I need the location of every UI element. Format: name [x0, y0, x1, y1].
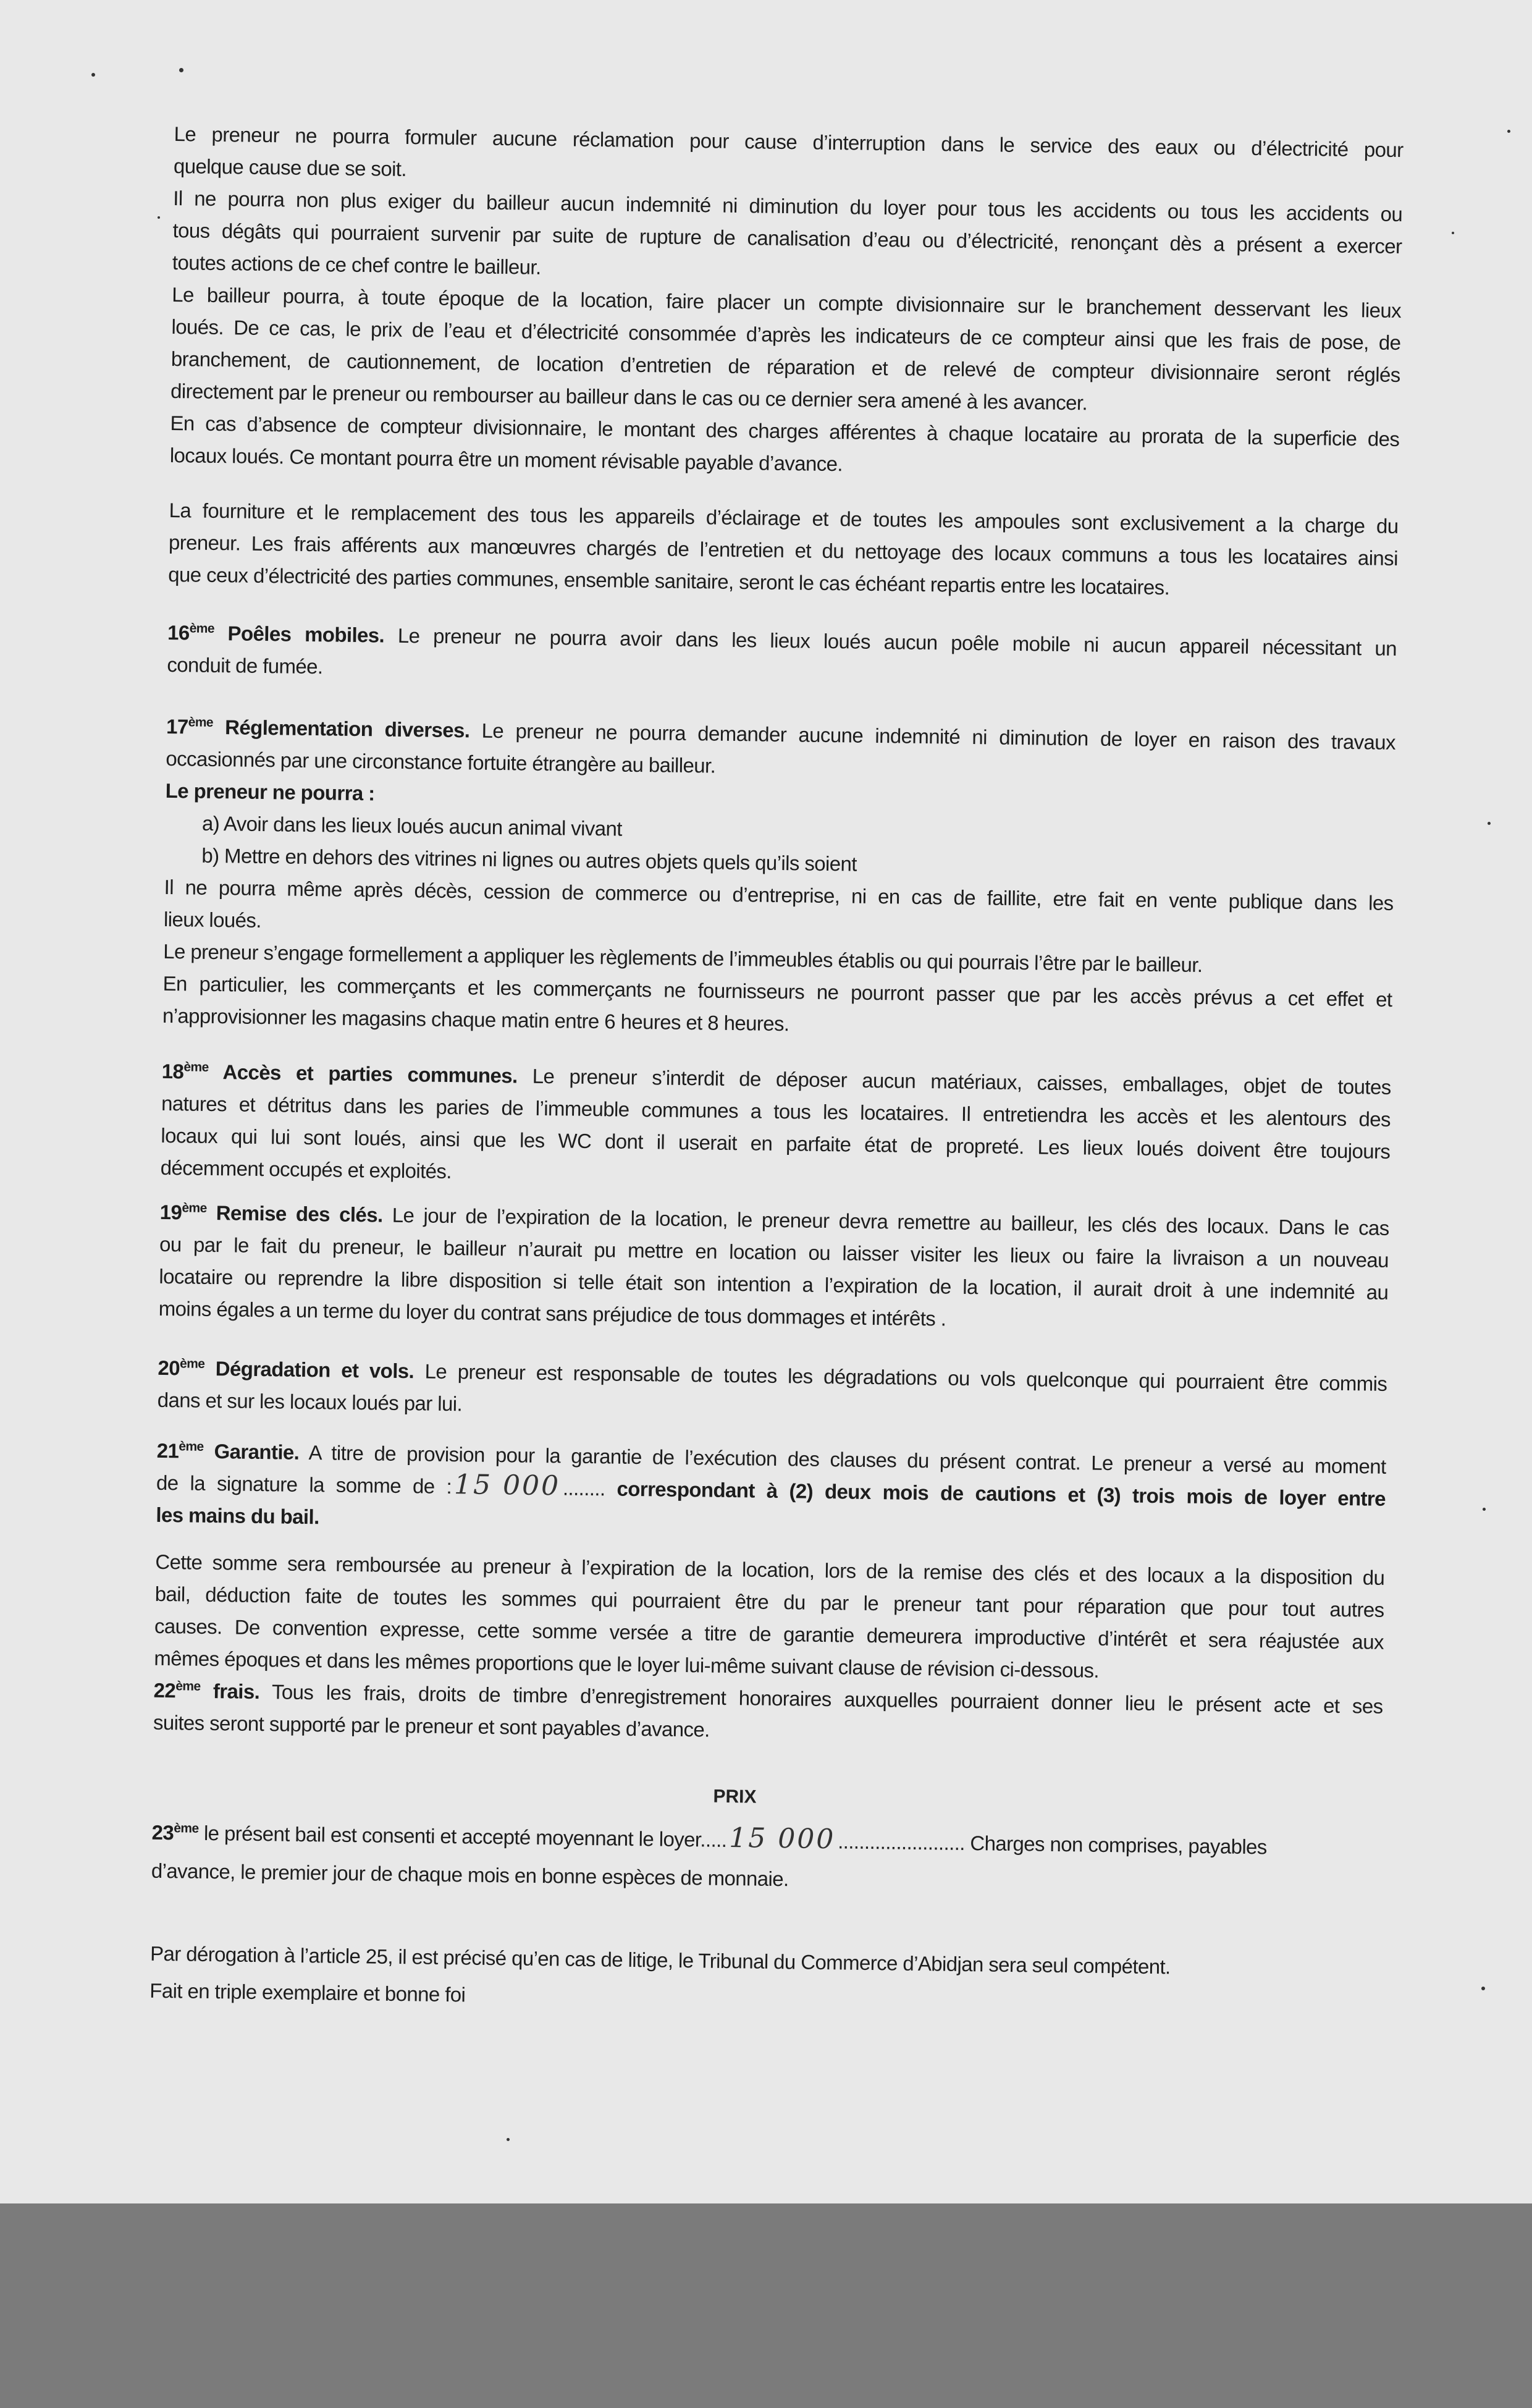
text-run: locaux qui lui sont loués, ainsi que les WC dont il userait en parfaite état de propreté. Les lieux loués doivent être toujours — [161, 1123, 1391, 1163]
text-run: Cette somme sera remboursée au preneur à l’expiration de la location, lors de la remise des clés et des locaux a la disposition du — [155, 1550, 1385, 1589]
text-run: Le preneur est responsable de toutes les dégradations ou vols quelconque qui pourraient être commis — [413, 1359, 1387, 1395]
text-run: Le preneur ne pourra demander aucune indemnité ni diminution de loyer en raison des travaux — [469, 719, 1396, 754]
text-run: que ceux d’électricité des parties communes, ensemble sanitaire, seront le cas échéant repartis entre les locataires. — [168, 562, 1170, 599]
bold-text: frais. — [200, 1679, 260, 1704]
article-21-garantie — [156, 1435, 1386, 1547]
text-run: locataire ou reprendre la libre disposition si telle était son intention a l’expiration de la location, il aurait droit à une indemnité au — [159, 1264, 1389, 1304]
scan-speck — [158, 216, 160, 219]
lighting-clause — [168, 494, 1399, 607]
text-run: preneur. Les frais afférents aux manœuvres chargés de l’entretien et du nettoyage des locaux communs a tous les locataires ainsi — [168, 530, 1399, 570]
bold-text: Réglementation diverses. — [213, 715, 470, 742]
bold-text: Remise des clés. — [206, 1201, 383, 1227]
text-run: Il ne pourra même après décès, cession de commerce ou d’entreprise, ni en cas de faillite, etre fait en vente publique dans les — [164, 875, 1394, 915]
article-16-poeles-mobiles — [167, 617, 1397, 697]
text-run: loués. De ce cas, le prix de l’eau et d’électricité consommée d’après les indicateurs de ce compteur ainsi que les frais de pose, de — [171, 315, 1401, 355]
text-run: d’avance, le premier jour de chaque mois en bonne espèces de monnaie. — [151, 1859, 789, 1891]
bold-text: 21 — [156, 1438, 179, 1463]
scan-speck — [1488, 822, 1491, 825]
text-run: Fait en triple exemplaire et bonne foi — [149, 1979, 466, 2006]
text-run: Tous les frais, droits de timbre d’enregistrement honoraires auxquelles pourraient donner lieu le présent acte et ses — [259, 1680, 1383, 1718]
scan-speck — [1507, 130, 1510, 133]
article-18-acces-parties-communes — [160, 1055, 1391, 1200]
text-run: de la signature la somme de : — [156, 1471, 452, 1498]
text-run: dans et sur les locaux loués par lui. — [157, 1388, 463, 1416]
bold-text: 23 — [151, 1820, 174, 1844]
scan-speck — [179, 68, 183, 72]
text-run: le présent bail est consenti et accepté moyennant le loyer..... — [198, 1821, 727, 1851]
bold-text: 20 — [158, 1356, 180, 1380]
prix-heading: PRIX — [713, 1786, 757, 1807]
text-run: Le preneur ne pourra avoir dans les lieux loués aucun poêle mobile ni aucun appareil nécessitant un — [384, 623, 1397, 661]
article-19-remise-des-cles — [158, 1196, 1389, 1341]
text-run: En cas d’absence de compteur divisionnaire, le montant des charges afférentes à chaque locataire au prorata de la superficie des — [170, 411, 1400, 451]
handwritten-amount: 15 000 — [453, 1469, 561, 1502]
text-run: La fourniture et le remplacement des tous les appareils d’éclairage et de toutes les ampoules sont exclusivement a la charge du — [169, 498, 1399, 538]
bold-text: les mains du bail. — [156, 1503, 319, 1529]
ordinal-suffix: ème — [189, 621, 215, 636]
bold-text: Dégradation et vols. — [204, 1356, 415, 1383]
article-23-prix — [151, 1817, 1381, 1903]
text-run: Par dérogation à l’article 25, il est précisé qu’en cas de litige, le Tribunal du Commerce d’Abidjan sera seul compétent. — [149, 1941, 1171, 1979]
scan-speck — [507, 2138, 510, 2141]
text-run: toutes actions de ce chef contre le bailleur. — [172, 251, 541, 279]
bold-text: 18 — [161, 1059, 184, 1083]
text-run: Le bailleur pourra, à toute époque de la location, faire placer un compte divisionnaire sur le branchement desservant les lieux — [172, 283, 1402, 323]
bold-text: a) Avoir dans les lieux loués aucun animal vivant — [201, 811, 623, 840]
ordinal-suffix: ème — [179, 1439, 204, 1454]
scan-speck — [1483, 1508, 1486, 1511]
text-run: mêmes époques et dans les mêmes proportions que le loyer lui-même suivant clause de révision ci-dessous. — [154, 1646, 1100, 1682]
text-run: lieux loués. — [163, 907, 262, 932]
text-run: occasionnés par une circonstance fortuite étrangère au bailleur. — [166, 746, 716, 777]
text-run: décemment occupés et exploités. — [160, 1155, 452, 1183]
text-run: ........................ Charges non comprises, payables — [838, 1830, 1267, 1859]
bold-text: correspondant à (2) deux mois de cautions et (3) trois mois de loyer entre — [617, 1477, 1386, 1510]
utilities-clause — [169, 118, 1403, 488]
bold-text: Poêles mobiles. — [214, 621, 385, 647]
text-run: n’approvisionner les magasins chaque matin entre 6 heures et 8 heures. — [162, 1003, 789, 1036]
remboursement-and-article-22-frais — [153, 1546, 1385, 1755]
article-20-degradation-vols — [157, 1352, 1387, 1432]
text-run: Le preneur ne pourra formuler aucune réclamation pour cause d’interruption dans le service des eaux ou d’électricité pour — [174, 122, 1404, 162]
text-run: bail, déduction faite de toutes les sommes qui pourraient être du par le preneur tant pour réparation que pour tout autres — [154, 1582, 1384, 1621]
text-run: ........ — [562, 1476, 617, 1500]
scan-speck — [1481, 1987, 1485, 1990]
text-run: Le jour de l’expiration de la location, le preneur devra remettre au bailleur, les clés des locaux. Dans le cas — [382, 1203, 1389, 1240]
scan-speck — [91, 73, 95, 77]
bold-text: Le preneur ne pourra : — [165, 779, 375, 805]
bold-text: Garantie. — [203, 1439, 300, 1464]
ordinal-suffix: ème — [188, 715, 214, 730]
text-run: causes. De convention expresse, cette somme versée a titre de garantie demeurera improductive d’intérêt et sera réajustée aux — [154, 1614, 1384, 1654]
ordinal-suffix: ème — [182, 1201, 207, 1215]
text-run: tous dégâts qui pourraient survenir par suite de rupture de canalisation d’eau ou d’électricité, renonçant dès a présent a exercer — [172, 219, 1402, 258]
text-run: locaux loués. Ce montant pourra être un moment révisable payable d’avance. — [169, 443, 843, 476]
text-run: Il ne pourra non plus exiger du bailleur aucun indemnité ni diminution du loyer pour tous les accidents ou tous les accidents ou — [173, 187, 1403, 226]
ordinal-suffix: ème — [174, 1821, 199, 1836]
text-run: A titre de provision pour la garantie de l’exécution des clauses du présent contrat. Le preneur a versé au moment — [299, 1440, 1386, 1478]
text-run: branchement, de cautionnement, de location d’entretien de réparation et de relevé de compteur divisionnaire seront réglés — [170, 347, 1400, 387]
ordinal-suffix: ème — [179, 1356, 205, 1371]
text-run: ou par le fait du preneur, le bailleur n’aurait pu mettre en location ou laisser visiter les lieux ou faire la livraison a un nouveau — [159, 1232, 1389, 1272]
ordinal-suffix: ème — [175, 1679, 201, 1694]
bold-text: 17 — [166, 714, 188, 738]
scan-speck — [1452, 232, 1454, 234]
handwritten-amount: 15 000 — [728, 1822, 836, 1856]
bold-text: 16 — [167, 620, 190, 644]
bold-text: b) Mettre en dehors des vitrines ni lignes ou autres objets quels qu’ils soient — [201, 843, 857, 876]
text-run: Le preneur s’interdit de déposer aucun matériaux, caisses, emballages, objet de toutes — [517, 1064, 1391, 1099]
text-run: natures et détritus dans les paries de l’immeuble communes a tous les locataires. Il entretiendra les accès et les alentours des — [161, 1091, 1391, 1131]
text-run: moins égales a un terme du loyer du contrat sans préjudice de tous dommages et intérêts . — [158, 1296, 946, 1330]
article-17-reglementation — [162, 711, 1396, 1048]
bold-text: 22 — [153, 1678, 176, 1702]
ordinal-suffix: ème — [183, 1060, 209, 1075]
text-run: suites seront supporté par le preneur et sont payables d’avance. — [153, 1710, 710, 1741]
text-run: En particulier, les commerçants et les commerçants ne fournisseurs ne pourront passer que par les accès prévus a cet effet et — [162, 971, 1392, 1011]
text-run: conduit de fumée. — [167, 653, 323, 678]
bold-text: 19 — [159, 1200, 182, 1224]
text-run: Le preneur s’engage formellement a appliquer les règlements de l’immeubles établis ou qui pourrais l’être par le bailleur. — [163, 939, 1203, 976]
text-run: quelque cause due se soit. — [173, 154, 407, 180]
text-run: directement par le preneur ou rembourser au bailleur dans le cas ou ce dernier sera amené à les avancer. — [170, 379, 1088, 415]
bold-text: Accès et parties communes. — [208, 1060, 518, 1088]
